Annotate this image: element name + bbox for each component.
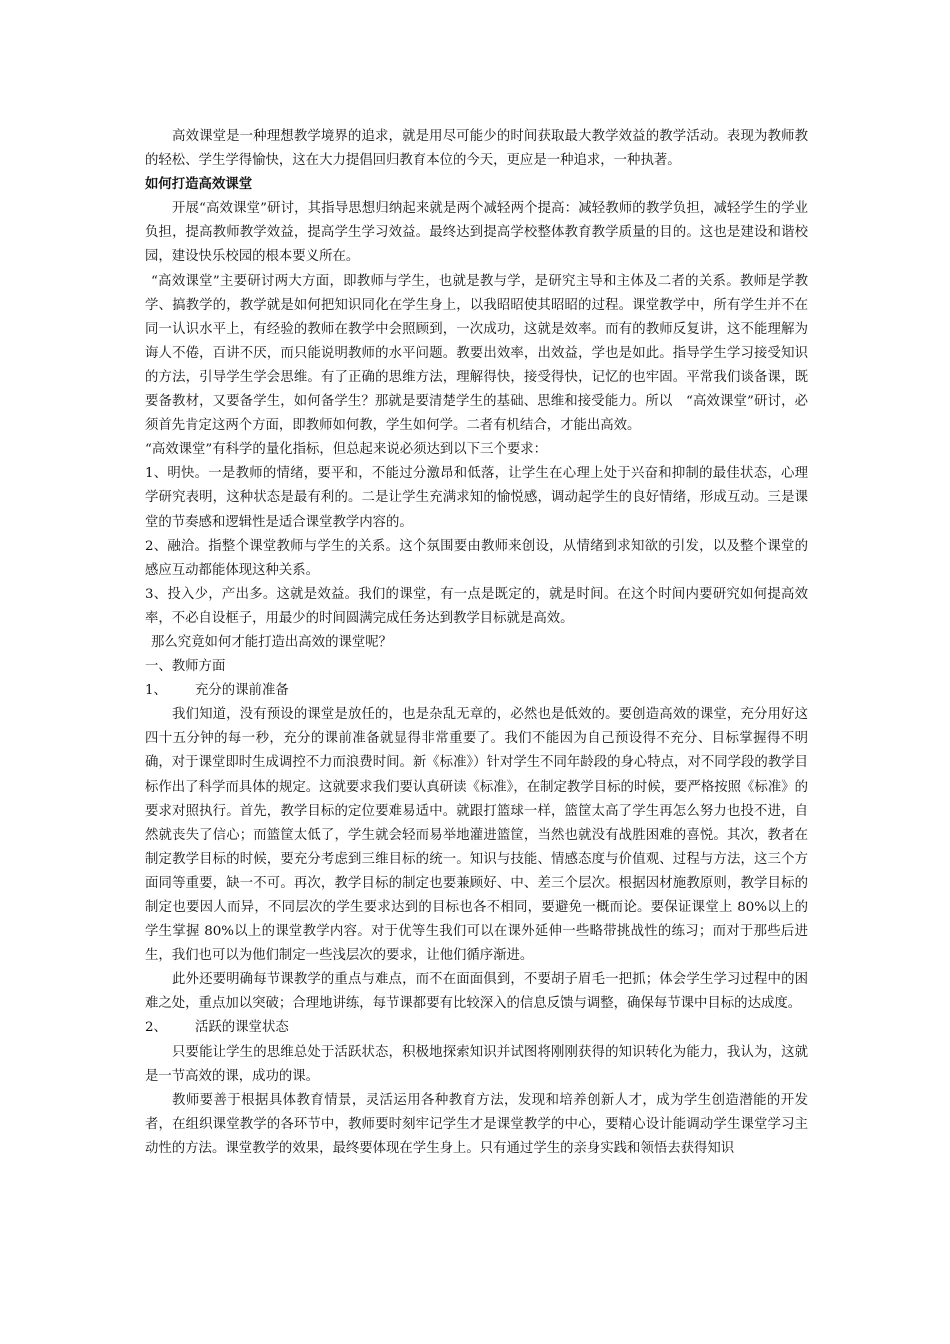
- paragraph-6: 只要能让学生的思维总处于活跃状态，积极地探索知识并试图将刚刚获得的知识转化为能力，我认为，这就是一节高效的课，成功的课。: [145, 1044, 808, 1084]
- paragraph-4: 我们知道，没有预设的课堂是放任的，也是杂乱无章的，必然也是低效的。要创造高效的课堂，充分用好这四十五分钟的每一秒，充分的课前准备就显得非常重要了。我们不能因为自己预设得不充分、目标掌握得不明确，对于课堂即时生成调控不力而浪费时间。新《标准》）针对学生不同年龄段的身心特点，对不同学段的教学目标作出了科学而具体的规定。这就要求我们要认真研读《标准》，在制定教学目标的时候，要严格按照《标准》的要求对照执行。首先，教学目标的定位要难易适中。就跟打篮球一样，篮筐太高了学生再怎么努力也投不进，自然就丧失了信心；而篮筐太低了，学生就会轻而易举地灌进篮筐，当然也就没有战胜困难的喜悦。其次，教者在制定教学目标的时候，要充分考虑到三维目标的统一。知识与技能、情感态度与价值观、过程与方法，这三个方面同等重要，缺一不可。再次，教学目标的制定也要兼顾好、中、差三个层次。根据因材施教原则，教学目标的制定也要因人而异，不同层次的学生要求达到的目标也各不相同，要避免一概而论。要保证课堂上 80%以上的学生掌握 80%以上的课堂教学内容。对于优等生我们可以在课外延伸一些略带挑战性的练习；而对于那些后进生，我们也可以为他们制定一些浅层次的要求，让他们循序渐进。: [145, 707, 808, 964]
- subheading-1: [145, 679, 808, 703]
- subheading-2-title: 活跃的课堂状态: [195, 1020, 289, 1036]
- subheading-1-title: 充分的课前准备: [195, 683, 289, 699]
- paragraph-5: 此外还要明确每节课教学的重点与难点，而不在面面俱到，不要胡子眉毛一把抓；体会学生学习过程中的困难之处，重点加以突破；合理地讲练，每节课都要有比较深入的信息反馈与调整，确保每节课中目标的达成度。: [145, 972, 808, 1012]
- intro-paragraph: 高效课堂是一种理想教学境界的追求，就是用尽可能少的时间获取最大教学效益的教学活动。表现为教师教的轻松、学生学得愉快，这在大力提倡回归教育本位的今天，更应是一种追求，一种执著。: [145, 129, 808, 169]
- paragraph-3: “高效课堂”有科学的量化指标，但总起来说必须达到以下三个要求：: [145, 442, 548, 458]
- question-paragraph: 那么究竟如何才能打造出高效的课堂呢？: [151, 634, 393, 650]
- section-1-heading: 一、教师方面: [145, 659, 226, 675]
- paragraph-2: “高效课堂”主要研讨两大方面，即教师与学生，也就是教与学，是研究主导和主体及二者的关系。教师是学教学、搞教学的，教学就是如何把知识同化在学生身上，以我昭昭使其昭昭的过程。课堂教学中，所有学生并不在同一认识水平上，有经验的教师在教学中会照顾到，一次成功，这就是效率。而有的教师反复讲，这不能理解为诲人不倦，百讲不厌，而只能说明教师的水平问题。教要出效率，出效益，学也是如此。指导学生学习接受知识的方法，引导学生学会思维。有了正确的思维方法，理解得快，接受得快，记忆的也牢固。平常我们谈备课，既要备教材，又要备学生，如何备学生？那就是要清楚学生的基础、思维和接受能力。所以 “高效课堂”研讨，必须首先肯定这两个方面，即教师如何教，学生如何学。二者有机结合，才能出高效。: [145, 273, 808, 434]
- subheading-2: [145, 1016, 808, 1040]
- paragraph-7: 教师要善于根据具体教育情景，灵活运用各种教育方法，发现和培养创新人才，成为学生创造潜能的开发者，在组织课堂教学的各环节中，教师要时刻牢记学生才是课堂教学的中心，要精心设计能调动学生课堂学习主动性的方法。课堂教学的效果，最终要体现在学生身上。只有通过学生的亲身实践和领悟去获得知识: [145, 1092, 808, 1156]
- document-body: [145, 125, 808, 1161]
- paragraph-1: 开展“高效课堂”研讨，其指导思想归纳起来就是两个减轻两个提高：减轻教师的教学负担，减轻学生的学业负担，提高教师教学效益，提高学生学习效益。最终达到提高学校整体教育教学质量的目的。这也是建设和谐校园，建设快乐校园的根本要义所在。: [145, 201, 808, 265]
- subheading-1-number: 1、: [145, 683, 167, 699]
- section-heading: 如何打造高效课堂: [145, 177, 253, 193]
- requirement-1: 1、明快。一是教师的情绪，要平和，不能过分激昂和低落，让学生在心理上处于兴奋和抑制的最佳状态，心理学研究表明，这种状态是最有利的。二是让学生充满求知的愉悦感，调动起学生的良好情绪，形成互动。三是课堂的节奏感和逻辑性是适合课堂教学内容的。: [145, 466, 808, 530]
- requirement-3: 3、投入少，产出多。这就是效益。我们的课堂，有一点是既定的，就是时间。在这个时间内要研究如何提高效率，不必自设框子，用最少的时间圆满完成任务达到教学目标就是高效。: [145, 586, 808, 626]
- requirement-2: 2、融洽。指整个课堂教师与学生的关系。这个氛围要由教师来创设，从情绪到求知欲的引发，以及整个课堂的感应互动都能体现这种关系。: [145, 538, 808, 578]
- subheading-2-number: 2、: [145, 1020, 167, 1036]
